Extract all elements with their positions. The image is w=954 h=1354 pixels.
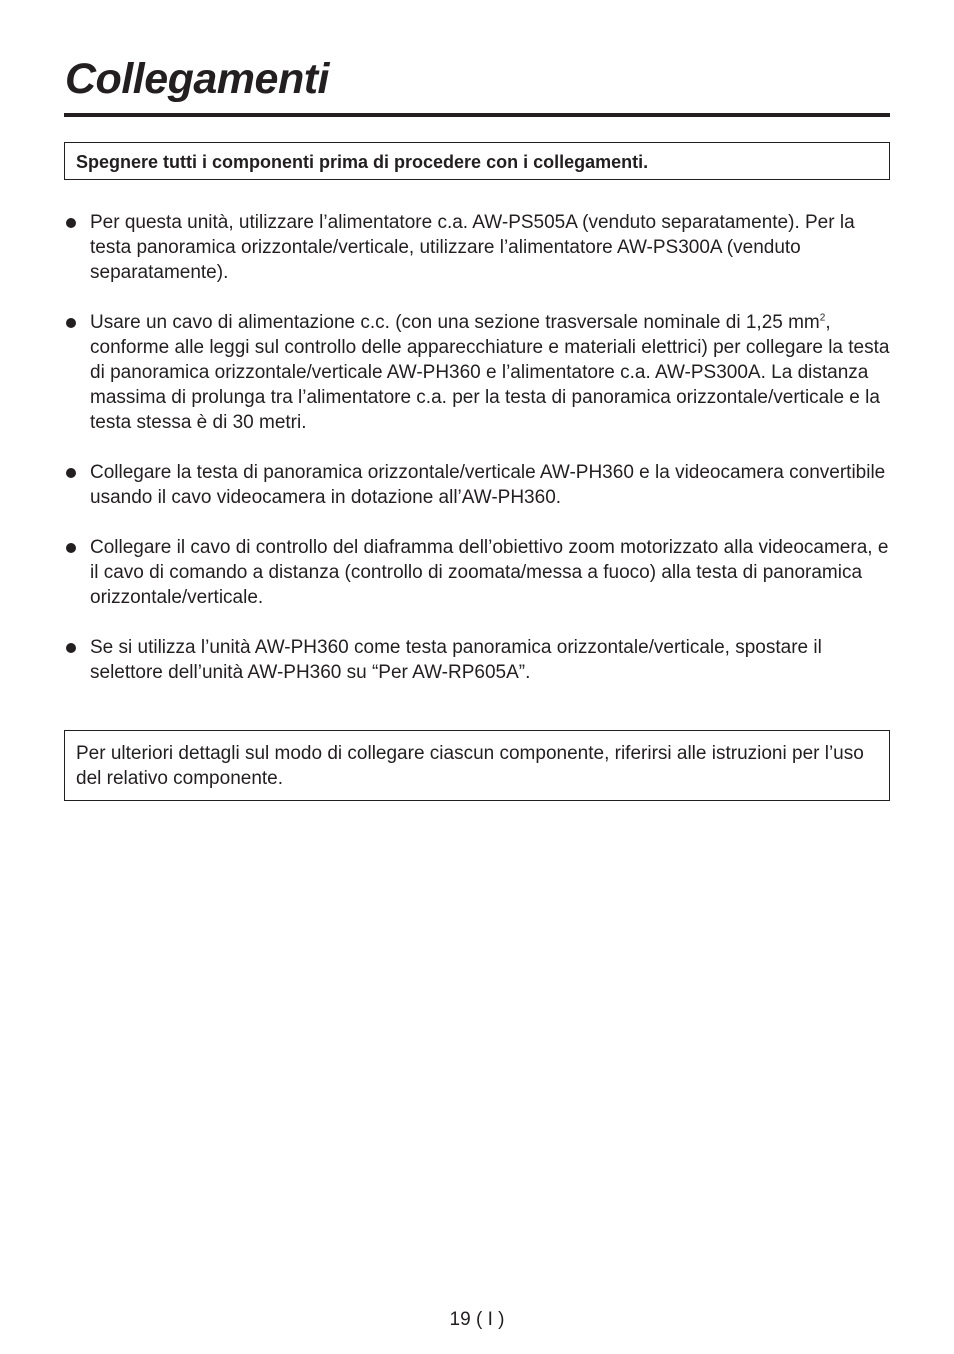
list-item [64, 460, 894, 510]
bullet-dot-icon [66, 318, 76, 328]
warning-text: Spegnere tutti i componenti prima di procedere con i collegamenti. [76, 152, 649, 172]
list-item [64, 535, 894, 610]
bullet-text: Se si utilizza l’unità AW-PH360 come testa panoramica orizzontale/verticale, spostare il selettore dell’unità AW-PH360 su “Per AW-RP605A”. [90, 637, 822, 683]
bullet-text: Collegare il cavo di controllo del diaframma dell’obiettivo zoom motorizzato alla videocamera, e il cavo di comando a distanza (controllo di zoomata/messa a fuoco) alla testa di panoramica orizzontale/verticale. [90, 537, 889, 608]
page-number: 19 ( I ) [449, 1309, 505, 1330]
bullet-text: Usare un cavo di alimentazione c.c. (con una sezione trasversale nominale di 1,25 $mm^2$, conforme alle leggi sul controllo delle apparecchiature e materiali elettrici) per collegare la testa di panoramica orizzontale/verticale AW-PH360 e l’alimentatore c.a. AW-PS300A. La distanza massima di prolunga tra l’alimentatore c.a. per la testa di panoramica orizzontale/verticale e la testa stessa è di 30 metri. [90, 312, 890, 433]
bullet-dot-icon [66, 643, 76, 653]
title-underline [64, 113, 890, 117]
bullet-text: Collegare la testa di panoramica orizzontale/verticale AW-PH360 e la videocamera convertibile usando il cavo videocamera in dotazione all’AW-PH360. [90, 462, 886, 508]
warning-box [64, 142, 890, 180]
bullet-list [64, 210, 894, 710]
bullet-dot-icon [66, 218, 76, 228]
page-title: Collegamenti [65, 55, 329, 103]
bullet-dot-icon [66, 543, 76, 553]
note-box [64, 730, 890, 801]
bullet-dot-icon [66, 468, 76, 478]
bullet-text: Per questa unità, utilizzare l’alimentatore c.a. AW-PS505A (venduto separatamente). Per la testa panoramica orizzontale/verticale, utilizzare l’alimentatore AW-PS300A (venduto separatamente). [90, 212, 855, 283]
list-item [64, 635, 894, 685]
note-text: Per ulteriori dettagli sul modo di collegare ciascun componente, riferirsi alle istruzioni per l’uso del relativo componente. [76, 743, 864, 789]
list-item [64, 310, 894, 435]
superscript: 2 [819, 312, 826, 324]
list-item [64, 210, 894, 285]
